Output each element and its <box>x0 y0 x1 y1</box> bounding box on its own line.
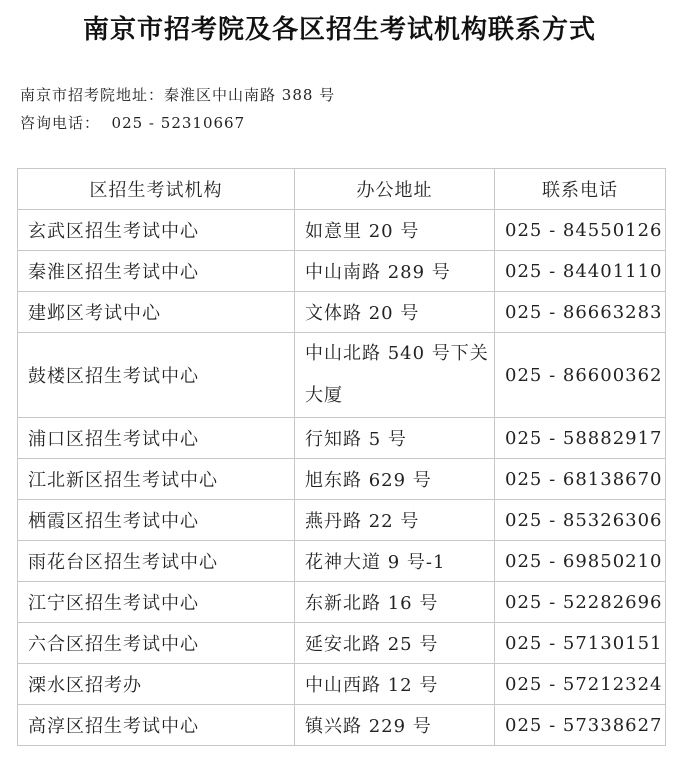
consultation-phone: 咨询电话： 025 - 52310667 <box>20 114 246 132</box>
contacts-table <box>17 168 666 746</box>
phone-cell: 025 - 85326306 <box>495 500 666 541</box>
address-cell: 延安北路 25 号 <box>295 623 495 664</box>
institution-cell: 建邺区考试中心 <box>18 292 295 333</box>
header-institution: 区招生考试机构 <box>18 169 295 210</box>
phone-cell: 025 - 68138670 <box>495 459 666 500</box>
address-cell: 行知路 5 号 <box>295 418 495 459</box>
institution-cell: 栖霞区招生考试中心 <box>18 500 295 541</box>
phone-cell: 025 - 86663283 <box>495 292 666 333</box>
page-title: 南京市招考院及各区招生考试机构联系方式 <box>82 15 596 45</box>
institution-cell: 江宁区招生考试中心 <box>18 582 295 623</box>
phone-cell: 025 - 57130151 <box>495 623 666 664</box>
address-cell: 旭东路 629 号 <box>295 459 495 500</box>
phone-cell: 025 - 57212324 <box>495 664 666 705</box>
table-row <box>18 418 666 459</box>
table-row <box>18 664 666 705</box>
table-row <box>18 582 666 623</box>
address-cell: 镇兴路 229 号 <box>295 705 495 746</box>
address-cell: 燕丹路 22 号 <box>295 500 495 541</box>
institution-cell: 鼓楼区招生考试中心 <box>18 333 295 418</box>
table-row <box>18 333 666 418</box>
institution-cell: 高淳区招生考试中心 <box>18 705 295 746</box>
institution-cell: 江北新区招生考试中心 <box>18 459 295 500</box>
table-row <box>18 459 666 500</box>
phone-cell: 025 - 84401110 <box>495 251 666 292</box>
phone-cell: 025 - 69850210 <box>495 541 666 582</box>
address-cell: 东新北路 16 号 <box>295 582 495 623</box>
header-address: 办公地址 <box>295 169 495 210</box>
header-row <box>18 169 666 210</box>
phone-cell: 025 - 86600362 <box>495 333 666 418</box>
address-cell: 花神大道 9 号-1 <box>295 541 495 582</box>
table-row <box>18 623 666 664</box>
phone-cell: 025 - 84550126 <box>495 210 666 251</box>
institution-cell: 秦淮区招生考试中心 <box>18 251 295 292</box>
table-row <box>18 251 666 292</box>
phone-cell: 025 - 52282696 <box>495 582 666 623</box>
table-row <box>18 705 666 746</box>
address-cell: 如意里 20 号 <box>295 210 495 251</box>
table-row <box>18 210 666 251</box>
institution-cell: 六合区招生考试中心 <box>18 623 295 664</box>
exam-institute-address: 南京市招考院地址：秦淮区中山南路 388 号 <box>20 86 336 104</box>
address-cell: 中山北路 540 号下关大厦 <box>295 333 495 418</box>
address-cell: 中山南路 289 号 <box>295 251 495 292</box>
institution-cell: 溧水区招考办 <box>18 664 295 705</box>
table-header <box>18 169 666 210</box>
table-row <box>18 500 666 541</box>
phone-cell: 025 - 58882917 <box>495 418 666 459</box>
address-cell: 中山西路 12 号 <box>295 664 495 705</box>
header-phone: 联系电话 <box>495 169 666 210</box>
table-row <box>18 292 666 333</box>
institution-cell: 浦口区招生考试中心 <box>18 418 295 459</box>
phone-cell: 025 - 57338627 <box>495 705 666 746</box>
address-cell: 文体路 20 号 <box>295 292 495 333</box>
institution-cell: 雨花台区招生考试中心 <box>18 541 295 582</box>
table-body <box>18 210 666 746</box>
institution-cell: 玄武区招生考试中心 <box>18 210 295 251</box>
table-row <box>18 541 666 582</box>
